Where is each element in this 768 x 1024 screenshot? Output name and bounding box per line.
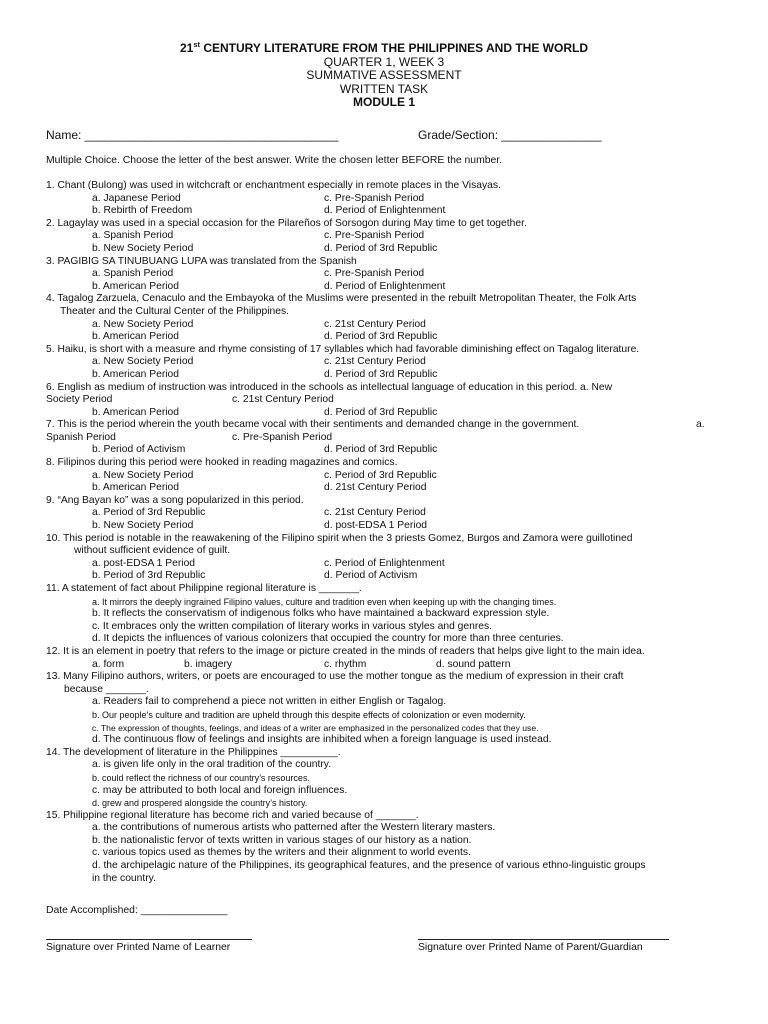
question-stem: 14. The development of literature in the Philippines __________.	[46, 746, 341, 758]
option-b: b. Rebirth of Freedom	[92, 205, 193, 217]
option-d: d. Period of Enlightenment	[324, 280, 446, 292]
option-d: d. 21st Century Period	[324, 482, 427, 494]
option-c: c. It embraces only the written compilation of literary works in various styles and genres.	[92, 620, 493, 632]
option-c: c. various topics used as themes by the writers and their alignment to world events.	[92, 847, 471, 859]
question-stem: 2. Lagaylay was used in a special occasion for the Pilareños of Sorsogon during May time to get together.	[46, 217, 527, 229]
question-12	[46, 646, 726, 671]
name-field[interactable]: Name: ______________________________________	[46, 128, 339, 142]
question-stem: 8. Filipinos during this period were hooked in reading magazines and comics.	[46, 457, 398, 469]
question-8	[46, 457, 726, 495]
option-d: d. the archipelagic nature of the Philippines, its geographical features, and the presence of various ethno-linguistic groups	[92, 860, 646, 872]
option-a: a. It mirrors the deeply ingrained Filipino values, culture and tradition even when keeping up with the changing times.	[92, 596, 557, 607]
option-d: d. Period of 3rd Republic	[324, 406, 438, 418]
module-label: MODULE 1	[352, 95, 415, 109]
option-a: a. Japanese Period	[92, 192, 181, 204]
option-a: a. Spanish Period	[92, 230, 174, 242]
question-3	[46, 256, 726, 294]
option-d: d. grew and prospered alongside the country’s history.	[92, 798, 308, 809]
option-a: a. post-EDSA 1 Period	[92, 557, 196, 569]
option-a: a. form	[92, 658, 125, 670]
option-b: b. American Period	[92, 331, 179, 343]
question-stem-continued: without sufficient evidence of guilt.	[74, 545, 231, 557]
option-c: c. rhythm	[324, 658, 367, 670]
question-stem: 15. Philippine regional literature has become rich and varied because of _______.	[46, 809, 419, 821]
option-a-wrapped: Society Period	[46, 394, 113, 406]
option-b: b. American Period	[92, 368, 179, 380]
parent-signature-label: Signature over Printed Name of Parent/Guardian	[418, 942, 643, 953]
option-b: b. New Society Period	[92, 520, 194, 532]
question-stem: 7. This is the period wherein the youth became vocal with their sentiments and demanded change in the government.	[46, 419, 580, 431]
option-c: c. Period of 3rd Republic	[324, 469, 437, 481]
assessment-label: SUMMATIVE ASSESSMENT	[306, 68, 462, 82]
option-c: c. Pre-Spanish Period	[324, 192, 425, 204]
option-a: a. Period of 3rd Republic	[92, 507, 206, 519]
question-stem: 9. “Ang Bayan ko” was a song popularized in this period.	[46, 494, 304, 506]
question-5	[46, 344, 726, 382]
question-stem: 4. Tagalog Zarzuela, Cenaculo and the Embayoka of the Muslims were presented in the rebuilt Metropolitan Theater, the Folk Arts	[46, 293, 637, 305]
instructions: Multiple Choice. Choose the letter of the best answer. Write the chosen letter BEFORE the number.	[46, 155, 503, 166]
option-c: c. The expression of thoughts, feelings, and ideas of a writer are emphasized in the personalized codes that they use.	[92, 722, 539, 733]
option-b: b. Our people’s culture and tradition are upheld through this despite effects of colonization or even modernity.	[92, 709, 526, 720]
question-15	[46, 810, 726, 886]
option-c: c. 21st Century Period	[232, 394, 334, 406]
option-c: c. 21st Century Period	[324, 318, 426, 330]
option-b: b. Period of 3rd Republic	[92, 570, 206, 582]
option-c: c. Period of Enlightenment	[324, 557, 445, 569]
option-d: d. Period of 3rd Republic	[324, 242, 438, 254]
option-a: a. New Society Period	[92, 318, 194, 330]
option-c: c. Pre-Spanish Period	[324, 268, 425, 280]
option-d: d. The continuous flow of feelings and insights are inhibited when a foreign language is used instead.	[92, 734, 552, 746]
option-b: b. could reflect the richness of our country’s resources.	[92, 772, 310, 783]
question-2	[46, 218, 726, 256]
option-a-label: a.	[696, 419, 705, 431]
signature-line	[418, 939, 669, 940]
learner-signature-block[interactable]	[46, 939, 252, 953]
title-prefix: 21	[179, 41, 194, 55]
question-stem: 10. This period is notable in the reawakening of the Filipino spirit when the 3 priests Gomez, Burgos and Zamora were guillotined	[46, 532, 633, 544]
question-6	[46, 382, 726, 420]
option-b: b. American Period	[92, 406, 179, 418]
option-a-wrapped: Spanish Period	[46, 431, 116, 443]
title-superscript: st	[193, 40, 200, 49]
option-d: d. post-EDSA 1 Period	[324, 520, 428, 532]
question-list	[46, 180, 726, 885]
option-c: c. Pre-Spanish Period	[324, 230, 425, 242]
question-9	[46, 495, 726, 533]
date-accomplished-field[interactable]: Date Accomplished: _______________	[46, 905, 228, 916]
document-header	[0, 42, 768, 110]
question-stem: 1. Chant (Bulong) was used in witchcraft or enchantment especially in remote places in the Visayas.	[46, 180, 501, 191]
option-d-continued: in the country.	[92, 872, 156, 884]
option-a: a. New Society Period	[92, 356, 194, 368]
question-stem: 3. PAGIBIG SA TINUBUANG LUPA was translated from the Spanish	[46, 255, 357, 267]
option-d: d. Period of 3rd Republic	[324, 368, 438, 380]
question-10	[46, 533, 726, 583]
learner-signature-label: Signature over Printed Name of Learner	[46, 942, 231, 953]
question-11	[46, 583, 726, 646]
option-c: c. 21st Century Period	[324, 356, 426, 368]
question-1	[46, 180, 726, 218]
title-rest: CENTURY LITERATURE FROM THE PHILIPPINES AND THE WORLD	[200, 41, 589, 55]
option-d: d. Period of 3rd Republic	[324, 444, 438, 456]
question-stem-continued: Theater and the Cultural Center of the Philippines.	[60, 305, 289, 317]
option-a: a. Readers fail to comprehend a piece not written in either English or Tagalog.	[92, 696, 447, 708]
question-7	[46, 419, 726, 457]
question-14	[46, 747, 726, 810]
option-d: d. Period of Activism	[324, 570, 418, 582]
option-b: b. New Society Period	[92, 242, 194, 254]
option-b: b. Period of Activism	[92, 444, 186, 456]
option-d: d. Period of 3rd Republic	[324, 331, 438, 343]
parent-signature-block[interactable]	[418, 939, 669, 953]
option-d: d. It depicts the influences of various colonizers that occupied the country for more than three centuries.	[92, 633, 564, 645]
question-stem: 5. Haiku, is short with a measure and rhyme consisting of 17 syllables which had favorable diminishing effect on Tagalog literature.	[46, 343, 640, 355]
signature-line	[46, 939, 252, 940]
option-b: b. the nationalistic fervor of texts written in various stages of our history as a nation.	[92, 834, 472, 846]
option-a: a. Spanish Period	[92, 268, 174, 280]
task-label: WRITTEN TASK	[339, 81, 429, 96]
question-stem: 12. It is an element in poetry that refers to the image or picture created in the minds of readers that helps give light to the main idea.	[46, 645, 645, 657]
question-13	[46, 671, 726, 747]
question-stem: 6. English as medium of instruction was introduced in the schools as intellectual language of education in this period. a. New	[46, 381, 613, 393]
option-a: a. is given life only in the oral tradition of the country.	[92, 759, 332, 771]
question-stem: 13. Many Filipino authors, writers, or poets are encouraged to use the mother tongue as the medium of expression in their craft	[46, 671, 624, 683]
option-c: c. 21st Century Period	[324, 507, 426, 519]
option-b: b. It reflects the conservatism of indigenous folks who have maintained a backward expression style.	[92, 608, 550, 620]
option-b: b. American Period	[92, 482, 179, 494]
option-c: c. may be attributed to both local and foreign influences.	[92, 784, 348, 796]
question-stem-continued: because _______.	[64, 683, 149, 695]
quarter-label: QUARTER 1, WEEK 3	[323, 54, 445, 69]
question-4	[46, 293, 726, 343]
option-d: d. Period of Enlightenment	[324, 205, 446, 217]
grade-section-field[interactable]: Grade/Section: _______________	[418, 128, 602, 142]
document-title	[0, 42, 768, 56]
option-c: c. Pre-Spanish Period	[232, 431, 333, 443]
option-a: a. New Society Period	[92, 469, 194, 481]
option-b: b. American Period	[92, 280, 179, 292]
option-b: b. imagery	[184, 658, 233, 670]
option-d: d. sound pattern	[436, 658, 511, 670]
question-stem: 11. A statement of fact about Philippine regional literature is _______.	[46, 583, 362, 594]
option-a: a. the contributions of numerous artists who patterned after the Western literary masters.	[92, 822, 496, 834]
